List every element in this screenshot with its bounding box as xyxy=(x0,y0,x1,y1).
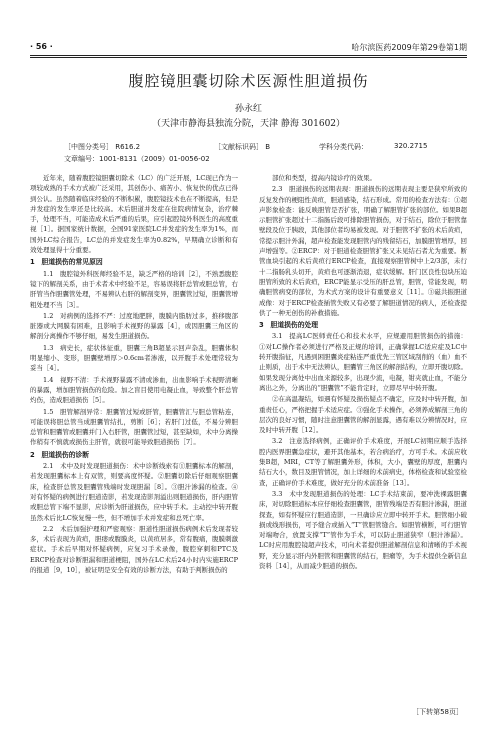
paragraph: 3.1 提高LC医师责任心和技术水平，应规避用胆管损伤的措施：①对LC操作者必须进行严格及正规的培训，正确掌握LC适应症及LC中转开腹指征，凡遇到困胆囊炎症粘连严重优先三管区域刮削的（血）血不止则质，出于术中无法辨认，胆囊管三角区的解剖结构，立即开腹切除。如果发现分离处中出血来源较多，出现少流，电凝，钳夹就止血，不能分离出之外，分离出的“胆囊管”不能肯定时，立即尽早中转开腹。 xyxy=(259,332,467,392)
paragraph: 3.2 注意选择病例，正确评价手术难度，开展LC初期应顺手选择腔内医界胆囊急症状，避开其他基本，若合病治疗，方可手术。术前应收集B超，MRI，CT等了解胆囊外形，体积，大小，囊壁的厚度，胆囊内结石大小，数目及胆管情况，加上详细的术前病史，体格检查和试验室检查，正确评价手术难度，做好充分的术前准备［13］。 xyxy=(259,437,467,487)
paragraph: 1.5 胆管解剖异常：胆囊管过短或肝管，胆囊管汇与胆总管粘连，可能误将胆总管当成胆囊管结扎，剪断［6］；若肝门过低，不易分辨胆总管和胆囊管或胆囊并门入右肝管，胆囊管过短，甚至缺如，术中分离操作稍有不慎就或损伤主肝管，就很可能导致胆道损伤［7］。 xyxy=(30,407,238,447)
body-column-right xyxy=(259,173,467,572)
journal-info: 哈尔滨医药2009年第29卷第1期 xyxy=(351,43,467,52)
body-column-left xyxy=(30,173,238,576)
paragraph: 1.4 视野不清：手术视野暴露不清或渗血，出血影响手术视野清晰的暴露，增加胆管损伤的危险。加之盲目使用电凝止血，导致整个肝总管灼伤，造成胆道损伤［5］。 xyxy=(30,375,238,405)
section-heading: 3 胆道损伤的处理 xyxy=(259,321,319,330)
meta-row-2 xyxy=(64,154,457,166)
header-rule xyxy=(30,55,467,56)
paragraph: 2.1 术中及时发现胆道损伤：术中诊断线索有①胆囊标本的解剖，若发现胆囊标本上有双管，则要高度怀疑。②胆囊切除后仔细观察胆囊床，检查肝总管及胆囊管残端时发现胆漏［8］。③胆汁渗漏的检查。④对有怀疑的病例进行胆道造影，若发现造影剂溢出则胆道损伤，肝内胆管或胆总管下端不显影，应诊断为肝道损伤，应中转手术。主动控中转开腹虽然术后比LC恢复慢一些，但不增加手术并发症和总死亡率。 xyxy=(30,462,238,522)
header-rule-thin xyxy=(30,57,467,58)
article-affiliation: （天津市静海县独流分院，天津 静海 301602） xyxy=(151,119,346,129)
article-title: 腹腔镜胆囊切除术医源性胆道损伤 xyxy=(128,72,369,90)
paragraph: 1.1 腹腔镜外科医师经验不足，缺乏严格的培训［2］，不熟悉腹腔镜下的解剖关系，由于术者术中经验不足，容易误将肝总管或胆总管，右肝管当作胆囊管处理，不易辨认右肝的解剖变异，胆囊管过短，胆囊管增粗处理不当［3］。 xyxy=(30,269,238,309)
article-meta xyxy=(64,142,457,166)
subject-code-label: 学科分类代码： xyxy=(319,143,368,151)
page-number: · 56 · xyxy=(30,42,53,51)
article-author: 孙永红 xyxy=(234,104,262,114)
paragraph: 3.3 术中发现胆道损伤的处理：LC手术结束前，要冲洗裸露胆囊床，对切除胆道标本应仔细检查胆囊管，胆管残端是否有胆汁渗漏，胆道探查，如有怀疑应行胆道造影，一旦确诊应立即中转开手术。胆管细小破损或线形损伤，可予缝合或插入“T”管胆管缝合。如胆管横断，可行胆管对端吻合，放置支撑“T”管作为手术，可以防止胆道狭窄（胆汁渗漏）。LC时应用腹腔镜超声技术，可向术者提供胆道解剖信息和清晰的手术视野，充分显示肝内外胆管和胆囊管的结石，胆瘤等，为手术提供全新信息资料［14］，从而减少胆道的损伤。 xyxy=(259,489,467,570)
paragraph: 1.3 病史长，症状体征重，胆囊三角B超显示回声杂乱，胆囊体积明显缩小、变形，胆囊壁增厚＞0.6cm者渗液，以开腹手术处理常较为妥当［4］。 xyxy=(30,343,238,373)
meta-row-1 xyxy=(64,142,457,154)
paragraph: 部位和类型，提高内镜诊疗的效果。 xyxy=(272,174,376,182)
paragraph: 1.2 对病例的选择不严：过度地肥胖，腹膜内脂肪过多，推移腹部脏器或大网膜有困难，且影响手术视野的暴露［4］，或因胆囊三角区的解剖分离操作不够仔细，易发生胆道损伤。 xyxy=(30,311,238,341)
subject-code: 320.2715 xyxy=(394,142,428,150)
article-id: 文章编号：1001-8131（2009）01-0056-02 xyxy=(64,155,210,163)
clc-number: ［中图分类号］ R616.2 xyxy=(64,143,141,151)
section-heading: 1 胆道损伤的常见原因 xyxy=(30,258,103,267)
section-heading: 2 胆道损伤的诊断 xyxy=(30,450,90,459)
paragraph: 2.3 胆道损伤的远期表现：胆道损伤的远期表现主要是狭窄所致的反复发作的梗阻性黄疸，胆道感染，结石形成。常用的检查方法有：①超声影象检查：能反映胆管是否扩张，明确了解胆管扩张的部位。如果B超示胆管扩张超过十二指肠后段可排除胆管损伤，对于结石，除位于胆管靠壁段及位于胰段，其他部位者均易被发现。对于胆管不扩张的术后黄疸，常提示胆汁外漏，超声检查能发现胆管内的残留结石，加膜胆管增厚，回声增强等。②ERCP：对于胆道检查胆管扩张又未见结石者尤为重要。断管血块引起的术后黄疸行ERCP检查，直接观察胆管树中上2/3部，未行十二指肠乳头切开，黄疸也可逐渐消退，症状缓解。肝门区良性包块压迫胆管所致的术后黄疸，ERCP能显示受压的肝总管，胆管，常能发现，明确胆管病变的部位，为术式方案的设计有重要意义［11］。③磁共振胆道成像：对于ERCP检查插管失败又有必要了解胆道情况的病人，还检查提供了一种无创伤的补救措施。 xyxy=(259,185,467,317)
page-header xyxy=(30,42,467,56)
document-code: ［文献标识码］ B xyxy=(214,143,271,151)
paragraph: 近年来，随着腹腔镜胆囊切除术（LC）的广泛开展，LC现已作为一项较成熟的手术方式被广泛采用，其创伤小、痛苦小、恢复快的优点已得到公认。虽然随着临床经验的不断积累，腹腔镜技术也在不断提高，但是并发症的发生率还是比较高。术后胆道并发症在住院病情复杂，治疗棘手，处理不当，可能造成术后严重的后果，应引起腔镜外科医生的高度重视［1］。据国家统计数据，全国91家医院LC并发症的发生率为1%，而国外LC综合报告，LC总的并发症发生率为0.82%，早期确立诊断和有效处理显得十分重要。 xyxy=(30,174,238,255)
continuation-note: ［下转第58页］ xyxy=(412,708,463,716)
paragraph: ②在高温凝结，如遇有怀疑及损伤疑点不确定，应及时中转开腹，加重责任心，严格把握手术适应症。③强化手术操作，必须养成解剖三角的层次的良好习惯，随时注意胆囊管的解剖显露，遇有难以分辨情况时，应及时中转开腹［12］。 xyxy=(259,395,467,435)
paragraph: 2.2 术后加强护理和严密观察：胆道性胆道损伤病例术后发现者较多，术后表现为黄疸，胆瘘或腹膜炎，以黄疸居多，常有腹痛，腹膜刺激症状。手术后早期对怀疑病例，应复习手术录像，腹腔穿刺和PTC及ERCP检查对诊断胆漏和胆道梗阻，国外在LC术后24小时内实施ERCP的报道［9，10］，被证明是安全有效的诊断方法，有助于判断损伤的 xyxy=(30,524,238,574)
